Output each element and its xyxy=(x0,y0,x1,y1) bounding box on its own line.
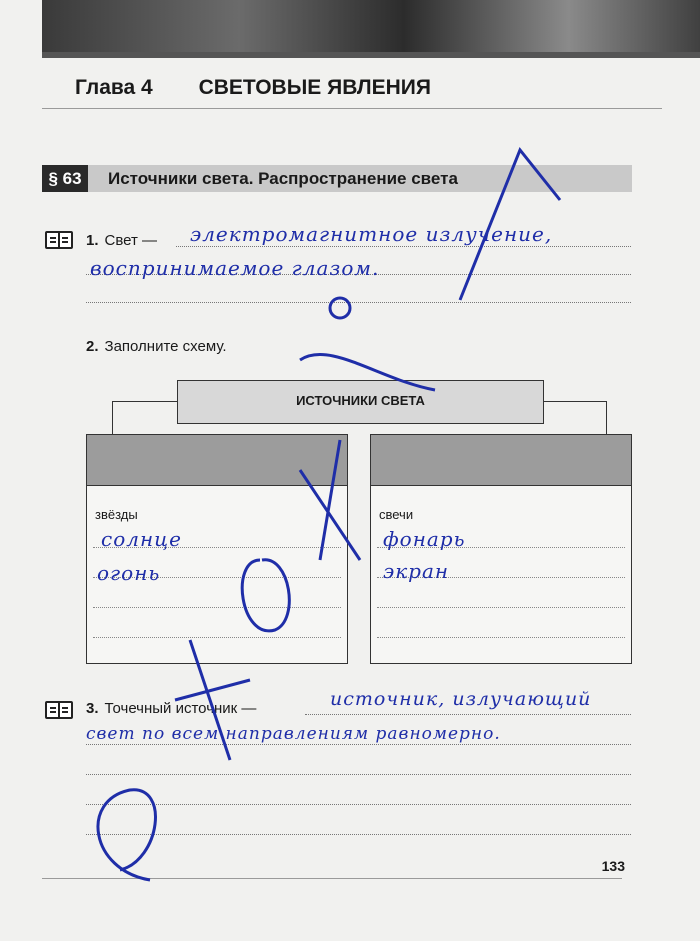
task-2-label: Заполните схему. xyxy=(104,338,227,355)
task-1-answer-2: воспринимаемое глазом. xyxy=(90,256,380,280)
chapter-title: СВЕТОВЫЕ ЯВЛЕНИЯ xyxy=(198,76,431,99)
task-3-answer-1: источник, излучающий xyxy=(330,688,592,710)
task-1-number: 1. xyxy=(86,232,99,249)
left-answer-1: солнце xyxy=(101,527,182,551)
left-example: звёзды xyxy=(95,507,138,522)
task-1-label: Свет — xyxy=(104,232,158,249)
task-3-answer-2: свет по всем направлениям равномерно. xyxy=(86,724,501,744)
task-2-number: 2. xyxy=(86,338,99,355)
paragraph-number: § 63 xyxy=(42,165,88,192)
right-answer-2: экран xyxy=(383,559,450,583)
chapter-number: Глава 4 xyxy=(75,76,153,99)
task-1-answer-1: электромагнитное излучение, xyxy=(190,222,553,246)
left-answer-2: огонь xyxy=(97,561,161,585)
page-number: 133 xyxy=(601,858,625,874)
task-3-label: Точечный источник — xyxy=(104,700,257,717)
task-3-number: 3. xyxy=(86,700,99,717)
right-example: свечи xyxy=(379,507,414,522)
scheme-title: ИСТОЧНИКИ СВЕТА xyxy=(296,393,425,408)
right-answer-1: фонарь xyxy=(383,527,466,551)
paragraph-title: Источники света. Распространение света xyxy=(108,169,458,188)
